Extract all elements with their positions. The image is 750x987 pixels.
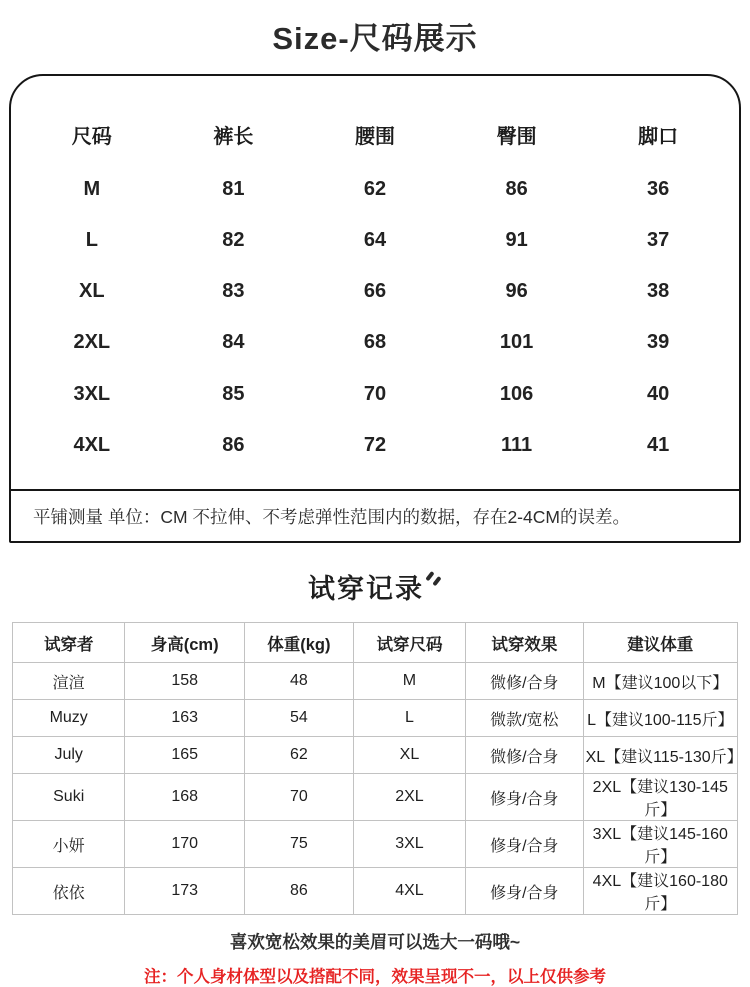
fitting-header-cell: 试穿效果 [466, 623, 583, 663]
size-cell: 85 [222, 382, 245, 405]
size-cell: 68 [363, 331, 387, 354]
fitting-cell: 2XL【建议130-145斤】 [583, 774, 737, 821]
size-cell: 106 [499, 382, 534, 405]
fitting-cell: Muzy [13, 700, 125, 737]
fitting-cell: 4XL【建议160-180斤】 [583, 868, 737, 915]
fitting-header-cell: 试穿尺码 [353, 623, 465, 663]
size-cell: 81 [222, 177, 245, 200]
fitting-cell: 微修/合身 [466, 737, 583, 774]
fitting-header-cell: 试穿者 [13, 623, 125, 663]
fitting-cell: 163 [125, 700, 245, 737]
fitting-cell: 62 [245, 737, 354, 774]
size-cell: 37 [647, 228, 670, 251]
size-cell: 96 [505, 280, 528, 302]
size-cell: 36 [647, 177, 670, 200]
fitting-cell: XL【建议115-130斤】 [583, 737, 737, 774]
fitting-cell: 48 [245, 663, 354, 700]
size-cell: 111 [500, 433, 533, 456]
size-cell: 62 [363, 177, 387, 200]
fitting-cell: 70 [245, 774, 354, 821]
size-cell: 82 [222, 228, 245, 251]
size-cell: 39 [647, 331, 670, 354]
fitting-cell: Suki [13, 774, 125, 821]
fitting-title-text: 试穿记录 [308, 574, 424, 604]
size-cell: 41 [647, 433, 670, 456]
size-cell: L [85, 228, 98, 251]
size-row-4xl [21, 434, 729, 457]
fitting-row [13, 737, 738, 774]
size-row-xl [21, 280, 729, 303]
size-cell: 70 [363, 382, 387, 405]
size-cell: 4XL [73, 433, 111, 456]
fitting-section-title [0, 567, 750, 606]
fitting-table [12, 622, 743, 915]
size-cell: XL [79, 280, 105, 302]
fitting-cell: 75 [245, 821, 354, 868]
fitting-cell: 3XL [353, 821, 465, 868]
fitting-cell: 渲渲 [13, 663, 125, 700]
reference-warning: 注：个人身材体型以及搭配不同，效果呈现不一，以上仅供参考 [144, 968, 606, 986]
fitting-cell: L [353, 700, 465, 737]
size-row-3xl [21, 383, 729, 406]
size-cell: 86 [505, 177, 528, 200]
size-cell: M [83, 177, 101, 200]
size-cell: 2XL [73, 331, 111, 354]
fitting-row [13, 868, 738, 915]
fitting-cell: 修身/合身 [466, 774, 583, 821]
fitting-row [13, 821, 738, 868]
loose-fit-tip: 喜欢宽松效果的美眉可以选大一码哦~ [229, 932, 521, 952]
size-cell: 38 [647, 280, 670, 302]
double-stroke-accent-icon [427, 571, 442, 589]
fitting-cell: 修身/合身 [466, 821, 583, 868]
fitting-cell: 修身/合身 [466, 868, 583, 915]
fitting-cell: M [353, 663, 465, 700]
fitting-cell: 170 [125, 821, 245, 868]
fitting-cell: 3XL【建议145-160斤】 [583, 821, 737, 868]
fitting-cell: 小妍 [13, 821, 125, 868]
fitting-cell: L【建议100-115斤】 [583, 700, 737, 737]
fitting-row [13, 663, 738, 700]
fitting-row [13, 774, 738, 821]
size-cell: 91 [505, 228, 528, 251]
fitting-cell: 173 [125, 868, 245, 915]
size-cell: 101 [499, 331, 534, 354]
fitting-header-cell: 身高(cm) [125, 623, 245, 663]
fitting-cell: 54 [245, 700, 354, 737]
fitting-header-row [13, 623, 738, 663]
fitting-cell: 依依 [13, 868, 125, 915]
fitting-cell: 158 [125, 663, 245, 700]
fitting-cell: 微修/合身 [466, 663, 583, 700]
fitting-cell: XL [353, 737, 465, 774]
measurement-note: 平铺测量 单位：CM 不拉伸、不考虑弹性范围内的数据，存在2-4CM的误差。 [11, 489, 739, 541]
size-table-box [9, 74, 741, 543]
fitting-cell: 168 [125, 774, 245, 821]
size-header-cell: 脚口 [638, 126, 679, 149]
size-cell: 66 [363, 280, 387, 302]
fitting-row [13, 700, 738, 737]
fitting-cell: July [13, 737, 125, 774]
fitting-header-cell: 建议体重 [583, 623, 737, 663]
fitting-cell: 86 [245, 868, 354, 915]
size-header-cell: 腰围 [354, 126, 395, 149]
size-header-cell: 尺码 [71, 126, 112, 149]
size-cell: 86 [222, 433, 245, 456]
size-cell: 83 [222, 280, 245, 302]
fitting-cell: 2XL [353, 774, 465, 821]
size-cell: 84 [222, 331, 245, 354]
size-cell: 64 [363, 228, 387, 251]
fitting-cell: 微款/宽松 [466, 700, 583, 737]
size-cell: 3XL [73, 382, 111, 405]
size-table [11, 76, 739, 489]
size-header-cell: 裤长 [213, 126, 254, 149]
size-row-2xl [21, 331, 729, 354]
fitting-header-cell: 体重(kg) [245, 623, 354, 663]
size-row-m [21, 178, 729, 201]
size-table-header-row [21, 120, 729, 149]
fitting-cell: 165 [125, 737, 245, 774]
page-title: Size-尺码展示 [272, 21, 478, 56]
fitting-cell: M【建议100以下】 [583, 663, 737, 700]
size-cell: 40 [647, 382, 670, 405]
fitting-cell: 4XL [353, 868, 465, 915]
size-row-l [21, 229, 729, 252]
size-header-cell: 臀围 [496, 126, 537, 149]
size-cell: 72 [363, 433, 387, 456]
